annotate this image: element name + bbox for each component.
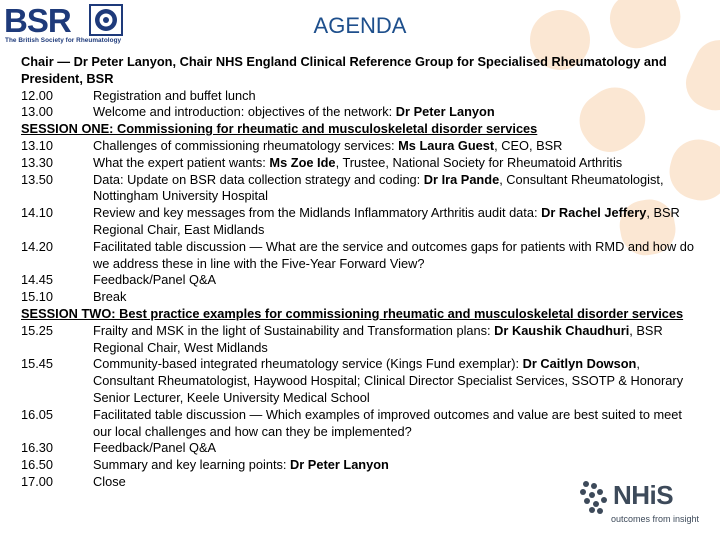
agenda-item (21, 272, 701, 289)
agenda-description (93, 138, 701, 155)
speaker-role: , Consultant Rheumatologist, Haywood Hospital; Clinical Director Specialist Services, SSOTP & Honorary Senior Lecturer, Keele University Medical School (93, 356, 684, 405)
agenda-description (93, 155, 701, 172)
agenda-description (93, 356, 701, 406)
session-heading: SESSION ONE: Commissioning for rheumatic and musculoskeletal disorder services (21, 121, 538, 137)
agenda-description (93, 440, 701, 457)
agenda-time: 16.30 (21, 440, 54, 456)
speaker-role: , Trustee, National Society for Rheumatoid Arthritis (335, 154, 623, 170)
agenda-time: 14.20 (21, 238, 54, 254)
agenda-text: Frailty and MSK in the light of Sustainability and Transformation plans: (93, 322, 495, 338)
agenda-text: Feedback/Panel Q&A (93, 440, 217, 456)
agenda-item (21, 239, 701, 273)
agenda-description (93, 457, 701, 474)
agenda-time: 13.30 (21, 154, 54, 170)
chair-line: Chair — Dr Peter Lanyon, Chair NHS England Clinical Reference Group for Specialised Rheumatology and President, BSR (21, 54, 667, 86)
agenda-text: Facilitated table discussion — What are the service and outcomes gaps for patients with RMD and how do we address these in line with the Five-Year Forward View? (93, 238, 695, 271)
nhis-logo-word: NHiS (613, 480, 674, 510)
agenda-item (21, 440, 701, 457)
speaker-name: Ms Zoe Ide (269, 154, 336, 170)
agenda-time: 14.10 (21, 205, 54, 221)
agenda-text: Registration and buffet lunch (93, 87, 256, 103)
agenda-time: 16.50 (21, 457, 54, 473)
agenda-item (21, 323, 701, 357)
agenda-text: Data: Update on BSR data collection strategy and coding: (93, 171, 424, 187)
agenda-description (93, 289, 701, 306)
agenda-description (93, 239, 701, 273)
agenda-time: 12.00 (21, 87, 54, 103)
agenda-description (93, 323, 701, 357)
speaker-role: , BSR Regional Chair, East Midlands (93, 205, 680, 237)
bsr-logo-subtitle: The British Society for Rheumatology (5, 37, 122, 44)
agenda-text: Close (93, 473, 126, 489)
agenda-item (21, 205, 701, 239)
agenda-time: 16.05 (21, 406, 54, 422)
agenda-time: 13.50 (21, 171, 54, 187)
agenda-text: Facilitated table discussion — Which examples of improved outcomes and value are best suited to meet our local challenges and how can they be implemented? (93, 406, 682, 439)
agenda-time: 13.00 (21, 104, 54, 120)
agenda-text: Welcome and introduction: objectives of the network: (93, 104, 396, 120)
speaker-role: , Consultant Rheumatologist, Nottingham University Hospital (93, 171, 664, 204)
agenda-time: 13.10 (21, 137, 54, 153)
page-title: AGENDA (313, 13, 407, 38)
agenda-time: 15.10 (21, 289, 54, 305)
speaker-name: Dr Caitlyn Dowson (522, 356, 637, 372)
agenda-item (21, 138, 701, 155)
agenda-item (21, 155, 701, 172)
agenda-description (93, 104, 701, 121)
agenda-time: 15.45 (21, 356, 54, 372)
speaker-name: Dr Ira Pande (423, 171, 500, 187)
speaker-name: Dr Rachel Jeffery (541, 205, 647, 221)
agenda-item (21, 172, 701, 206)
agenda-text: Community-based integrated rheumatology service (Kings Fund exemplar): (93, 356, 523, 372)
agenda-item (21, 289, 701, 306)
agenda-description (93, 88, 701, 105)
speaker-name: Dr Peter Lanyon (290, 457, 389, 473)
agenda-description (93, 205, 701, 239)
agenda-item (21, 356, 701, 406)
agenda-description (93, 272, 701, 289)
agenda-text: Summary and key learning points: (93, 457, 291, 473)
speaker-name: Dr Kaushik Chaudhuri (494, 322, 630, 338)
agenda-description (93, 172, 701, 206)
agenda-item (21, 104, 701, 121)
agenda-item (21, 88, 701, 105)
agenda-item (21, 457, 701, 474)
speaker-role: , BSR Regional Chair, West Midlands (93, 322, 663, 355)
agenda-text: Break (93, 289, 127, 305)
agenda-text: Challenges of commissioning rheumatology services: (93, 137, 399, 153)
speaker-name: Ms Laura Guest (398, 137, 495, 153)
agenda-text: What the expert patient wants: (93, 154, 270, 170)
agenda-list (21, 54, 701, 491)
agenda-text: Feedback/Panel Q&A (93, 272, 217, 288)
agenda-item (21, 407, 701, 441)
agenda-time: 17.00 (21, 473, 54, 489)
speaker-role: , CEO, BSR (494, 137, 563, 153)
agenda-text: Review and key messages from the Midlands Inflammatory Arthritis audit data: (93, 205, 542, 221)
agenda-time: 15.25 (21, 322, 54, 338)
bsr-logo-letters: BSR (4, 3, 71, 39)
agenda-description (93, 407, 701, 441)
session-heading: SESSION TWO: Best practice examples for commissioning rheumatic and musculoskeletal disorder services (21, 305, 684, 321)
agenda-time: 14.45 (21, 272, 54, 288)
nhis-logo-tagline: outcomes from insight (611, 514, 700, 524)
speaker-name: Dr Peter Lanyon (395, 104, 495, 120)
